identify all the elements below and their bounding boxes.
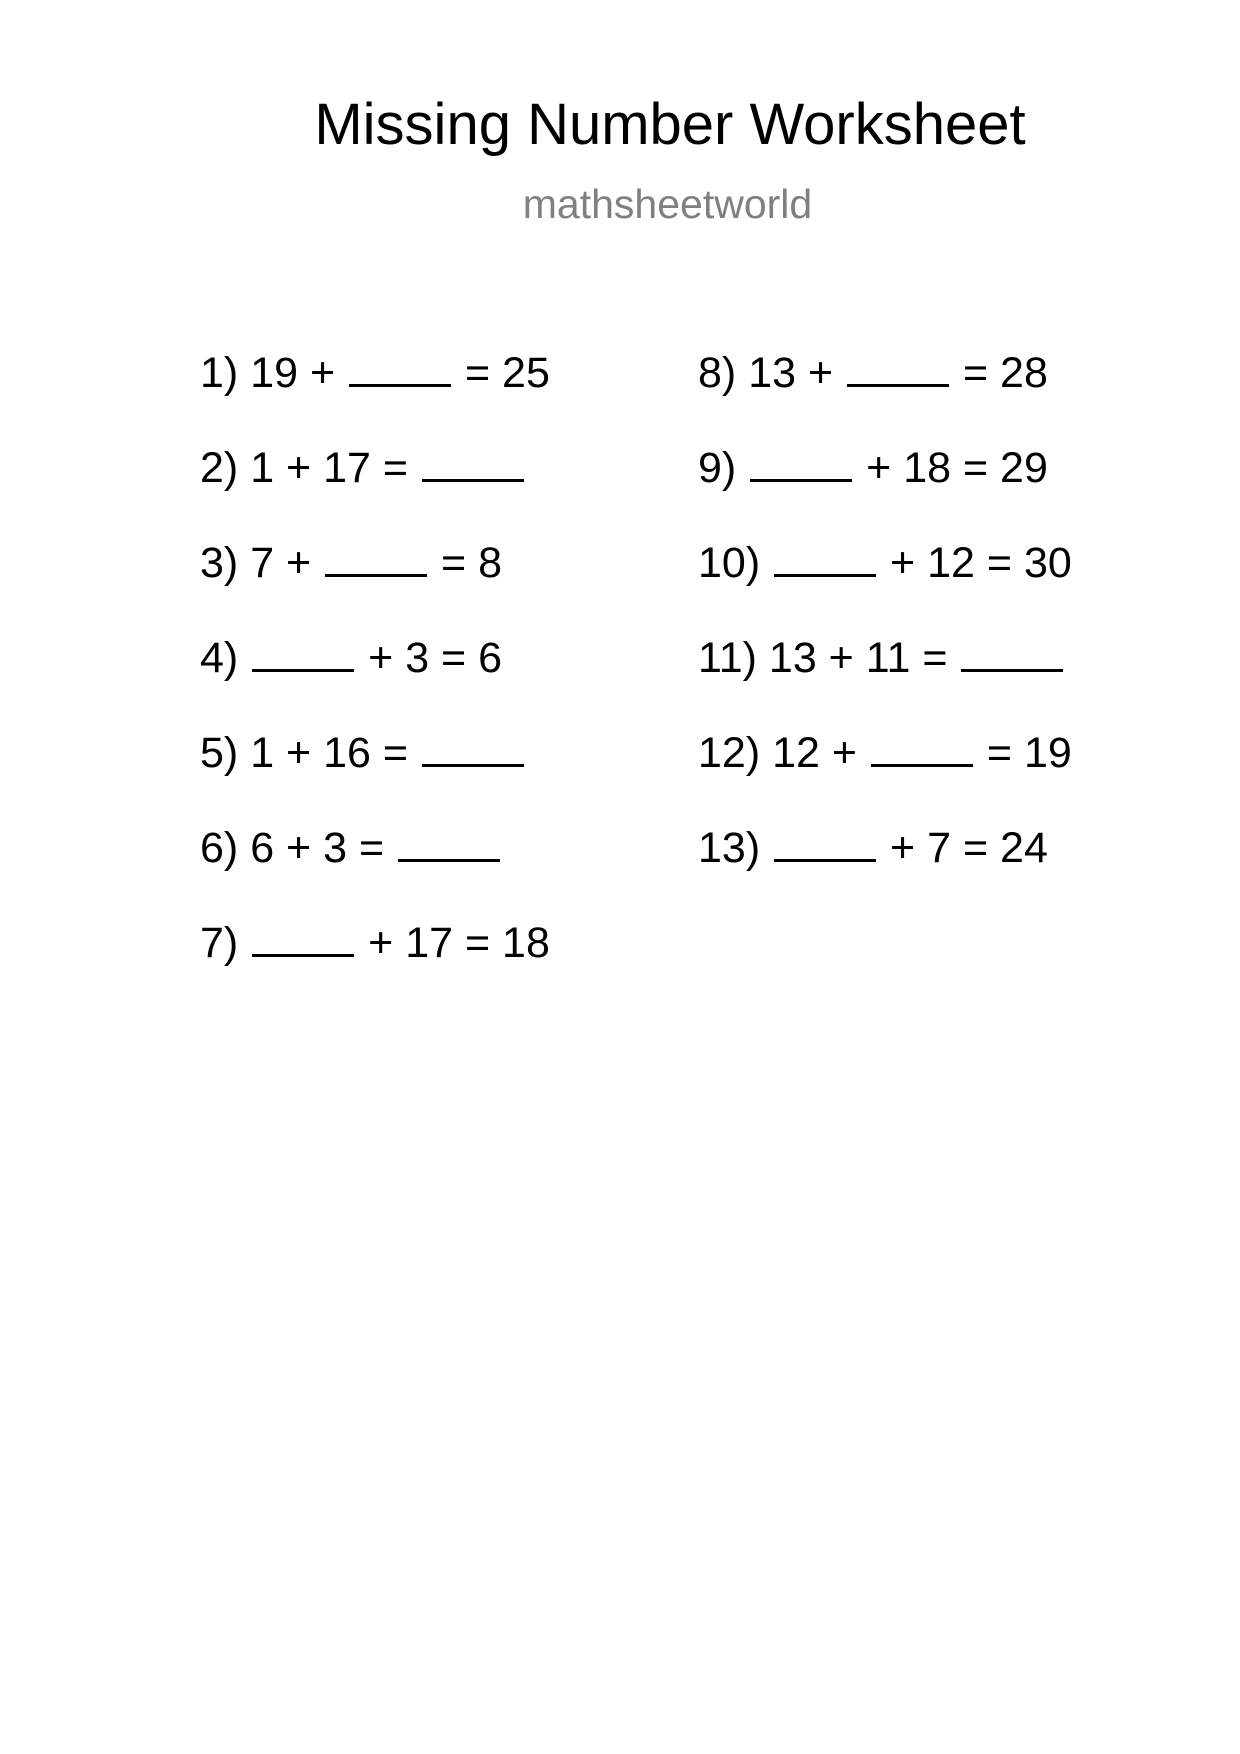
equation-text: 13 + bbox=[748, 349, 846, 397]
problem-item bbox=[698, 824, 1072, 922]
problem-number: 11) bbox=[698, 634, 769, 682]
equation-text: = 19 bbox=[974, 729, 1072, 777]
problem-item bbox=[200, 919, 550, 1017]
answer-blank[interactable] bbox=[252, 637, 354, 672]
problem-number: 7) bbox=[200, 919, 251, 967]
equation-text: 19 + bbox=[250, 349, 348, 397]
title-text: Missing Number Worksheet bbox=[314, 92, 1026, 157]
equation-text: + 17 = 18 bbox=[356, 919, 550, 967]
equation-text: 7 + bbox=[250, 539, 324, 587]
answer-blank[interactable] bbox=[774, 827, 876, 862]
answer-blank[interactable] bbox=[398, 827, 500, 862]
problem-number: 10) bbox=[698, 539, 773, 587]
problem-number: 5) bbox=[200, 729, 251, 777]
answer-blank[interactable] bbox=[252, 922, 354, 957]
equation-text: + 3 = 6 bbox=[356, 634, 503, 682]
problem-column-left bbox=[200, 349, 550, 1017]
problem-item bbox=[698, 444, 1072, 542]
equation-text: = 8 bbox=[429, 539, 503, 587]
problem-item bbox=[200, 349, 550, 447]
problem-number: 8) bbox=[698, 349, 749, 397]
answer-blank[interactable] bbox=[422, 732, 524, 767]
answer-blank[interactable] bbox=[847, 352, 949, 387]
equation-text: + 18 = 29 bbox=[854, 444, 1048, 492]
answer-blank[interactable] bbox=[422, 447, 524, 482]
answer-blank[interactable] bbox=[325, 542, 427, 577]
equation-text: + 12 = 30 bbox=[878, 539, 1072, 587]
answer-blank[interactable] bbox=[349, 352, 451, 387]
problem-number: 1) bbox=[200, 349, 251, 397]
equation-text: + 7 = 24 bbox=[878, 824, 1048, 872]
answer-blank[interactable] bbox=[750, 447, 852, 482]
problem-item bbox=[200, 634, 550, 732]
problem-number: 9) bbox=[698, 444, 749, 492]
site-name: mathsheetworld bbox=[522, 181, 813, 227]
problem-number: 3) bbox=[200, 539, 251, 587]
equation-text: 1 + 16 = bbox=[250, 729, 420, 777]
problem-number: 12) bbox=[698, 729, 773, 777]
problem-number: 6) bbox=[200, 824, 251, 872]
problem-item bbox=[698, 349, 1072, 447]
problem-number: 4) bbox=[200, 634, 251, 682]
answer-blank[interactable] bbox=[774, 542, 876, 577]
problem-item bbox=[698, 634, 1072, 732]
problem-item bbox=[200, 729, 550, 827]
equation-text: = 28 bbox=[951, 349, 1048, 397]
problem-item bbox=[698, 729, 1072, 827]
problem-column-right bbox=[698, 349, 1072, 922]
equation-text: 6 + 3 = bbox=[250, 824, 397, 872]
equation-text: 1 + 17 = bbox=[250, 444, 420, 492]
equation-text: 12 + bbox=[772, 729, 869, 777]
page-title bbox=[0, 92, 1240, 157]
problem-item bbox=[200, 539, 550, 637]
equation-text: 13 + 11 = bbox=[768, 634, 960, 682]
answer-blank[interactable] bbox=[871, 732, 973, 767]
answer-blank[interactable] bbox=[961, 637, 1063, 672]
problem-number: 13) bbox=[698, 824, 773, 872]
problem-number: 2) bbox=[200, 444, 251, 492]
problem-item bbox=[698, 539, 1072, 637]
problem-item bbox=[200, 444, 550, 542]
equation-text: = 25 bbox=[453, 349, 550, 397]
problem-item bbox=[200, 824, 550, 922]
